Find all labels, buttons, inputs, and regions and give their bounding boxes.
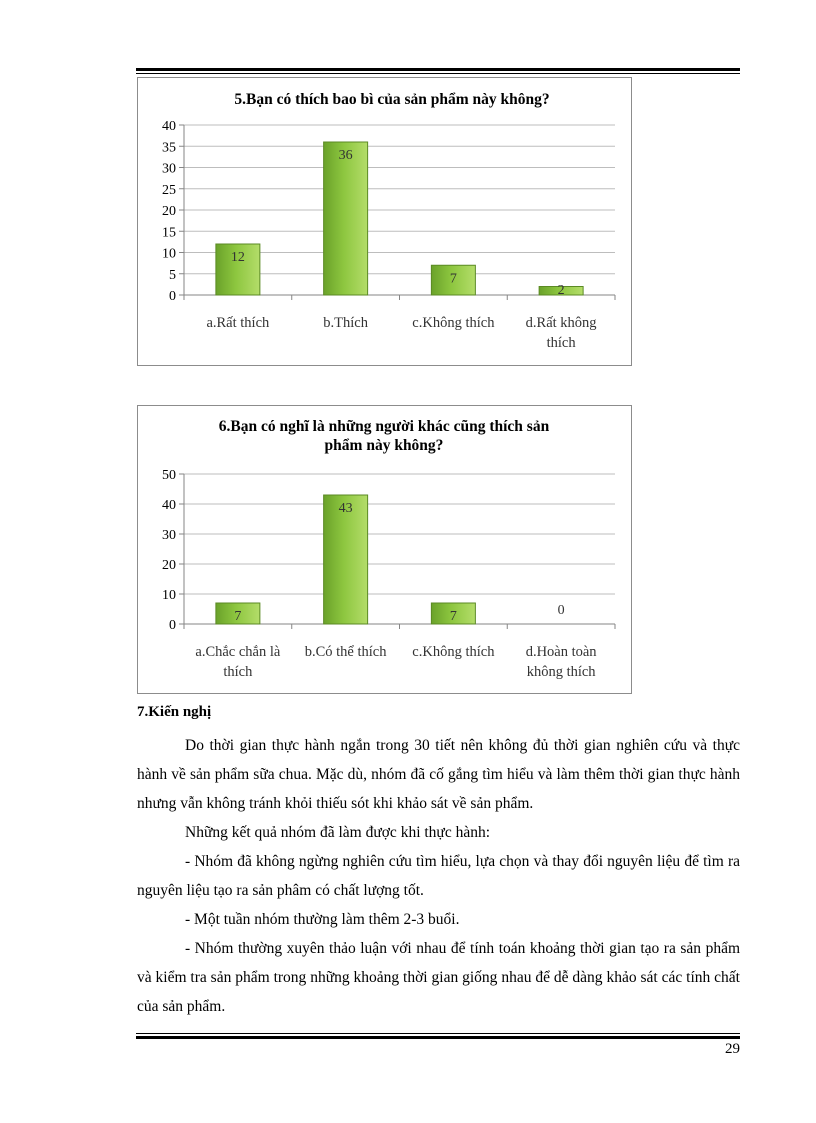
paragraph-1: Do thời gian thực hành ngắn trong 30 tiết nên không đủ thời gian nghiên cứu và thực hành về sản phẩm sữa chua. Mặc dù, nhóm đã cố gắng tìm hiểu và làm thêm thời gian thực hành nhưng vẫn không tránh khỏi thiếu sót khi khảo sát về sản phẩm. [137,737,740,812]
chart-title: 5.Bạn có thích bao bì của sản phẩm này không? [234,91,550,108]
x-category-label: thích [546,335,576,351]
y-tick-label: 20 [162,204,176,219]
data-label: 7 [449,609,457,624]
y-tick-label: 30 [162,161,176,177]
x-category-label: thích [223,664,253,680]
x-category-label: không thích [526,664,596,680]
y-tick-label: 15 [162,225,176,241]
x-category-label: c.Không thích [412,644,495,660]
bar [324,142,368,295]
y-tick-label: 20 [162,558,176,573]
footer-rule [136,1033,740,1039]
y-tick-label: 10 [162,246,176,262]
chart-others-preference [137,405,632,694]
chart-title: phẩm này không? [324,437,444,454]
x-category-label: b.Thích [323,315,368,331]
x-category-label: c.Không thích [412,315,495,331]
chart-title: 6.Bạn có nghĩ là những người khác cũng thích sản [218,418,550,435]
page-number: 29 [725,1041,740,1057]
y-tick-label: 10 [162,588,176,603]
x-category-label: a.Chắc chắn là [195,644,281,660]
data-label: 2 [557,283,565,298]
paragraph-2: Những kết quả nhóm đã làm được khi thực hành: [185,824,491,841]
data-label: 43 [338,501,353,516]
y-tick-label: 25 [162,182,176,198]
data-label: 7 [234,609,242,624]
data-label: 12 [230,250,245,265]
data-label: 7 [449,271,457,287]
x-category-label: d.Hoàn toàn [525,644,597,660]
y-tick-label: 0 [169,289,176,304]
x-category-label: d.Rất không [525,315,597,331]
y-tick-label: 5 [169,267,176,283]
chart-others-svg [138,406,631,693]
paragraph-3: - Nhóm đã không ngừng nghiên cứu tìm hiểu, lựa chọn và thay đổi nguyên liệu để tìm ra nguyên liệu tạo ra sản phâm có chất lượng tốt. [137,853,740,899]
section-heading: 7.Kiến nghị [137,704,212,720]
x-category-label: a.Rất thích [206,315,270,331]
data-label: 0 [557,603,565,618]
y-tick-label: 40 [162,498,176,513]
y-tick-label: 50 [162,468,176,483]
data-label: 36 [338,148,353,163]
paragraph-5: - Nhóm thường xuyên thảo luận với nhau để tính toán khoảng thời gian tạo ra sản phẩm và kiểm tra sản phẩm trong những khoảng thời gian giống nhau để dễ dàng khảo sát các tính chất của sản phẩm. [137,940,740,1015]
y-tick-label: 40 [162,119,176,134]
x-category-label: b.Có thể thích [304,644,387,660]
chart-packaging-svg [138,78,631,365]
y-tick-label: 30 [162,528,176,543]
chart-packaging-preference [137,77,632,366]
header-rule [136,68,740,74]
y-tick-label: 0 [169,618,176,633]
paragraph-4: - Một tuần nhóm thường làm thêm 2-3 buổi. [185,911,460,928]
y-tick-label: 35 [162,140,176,156]
